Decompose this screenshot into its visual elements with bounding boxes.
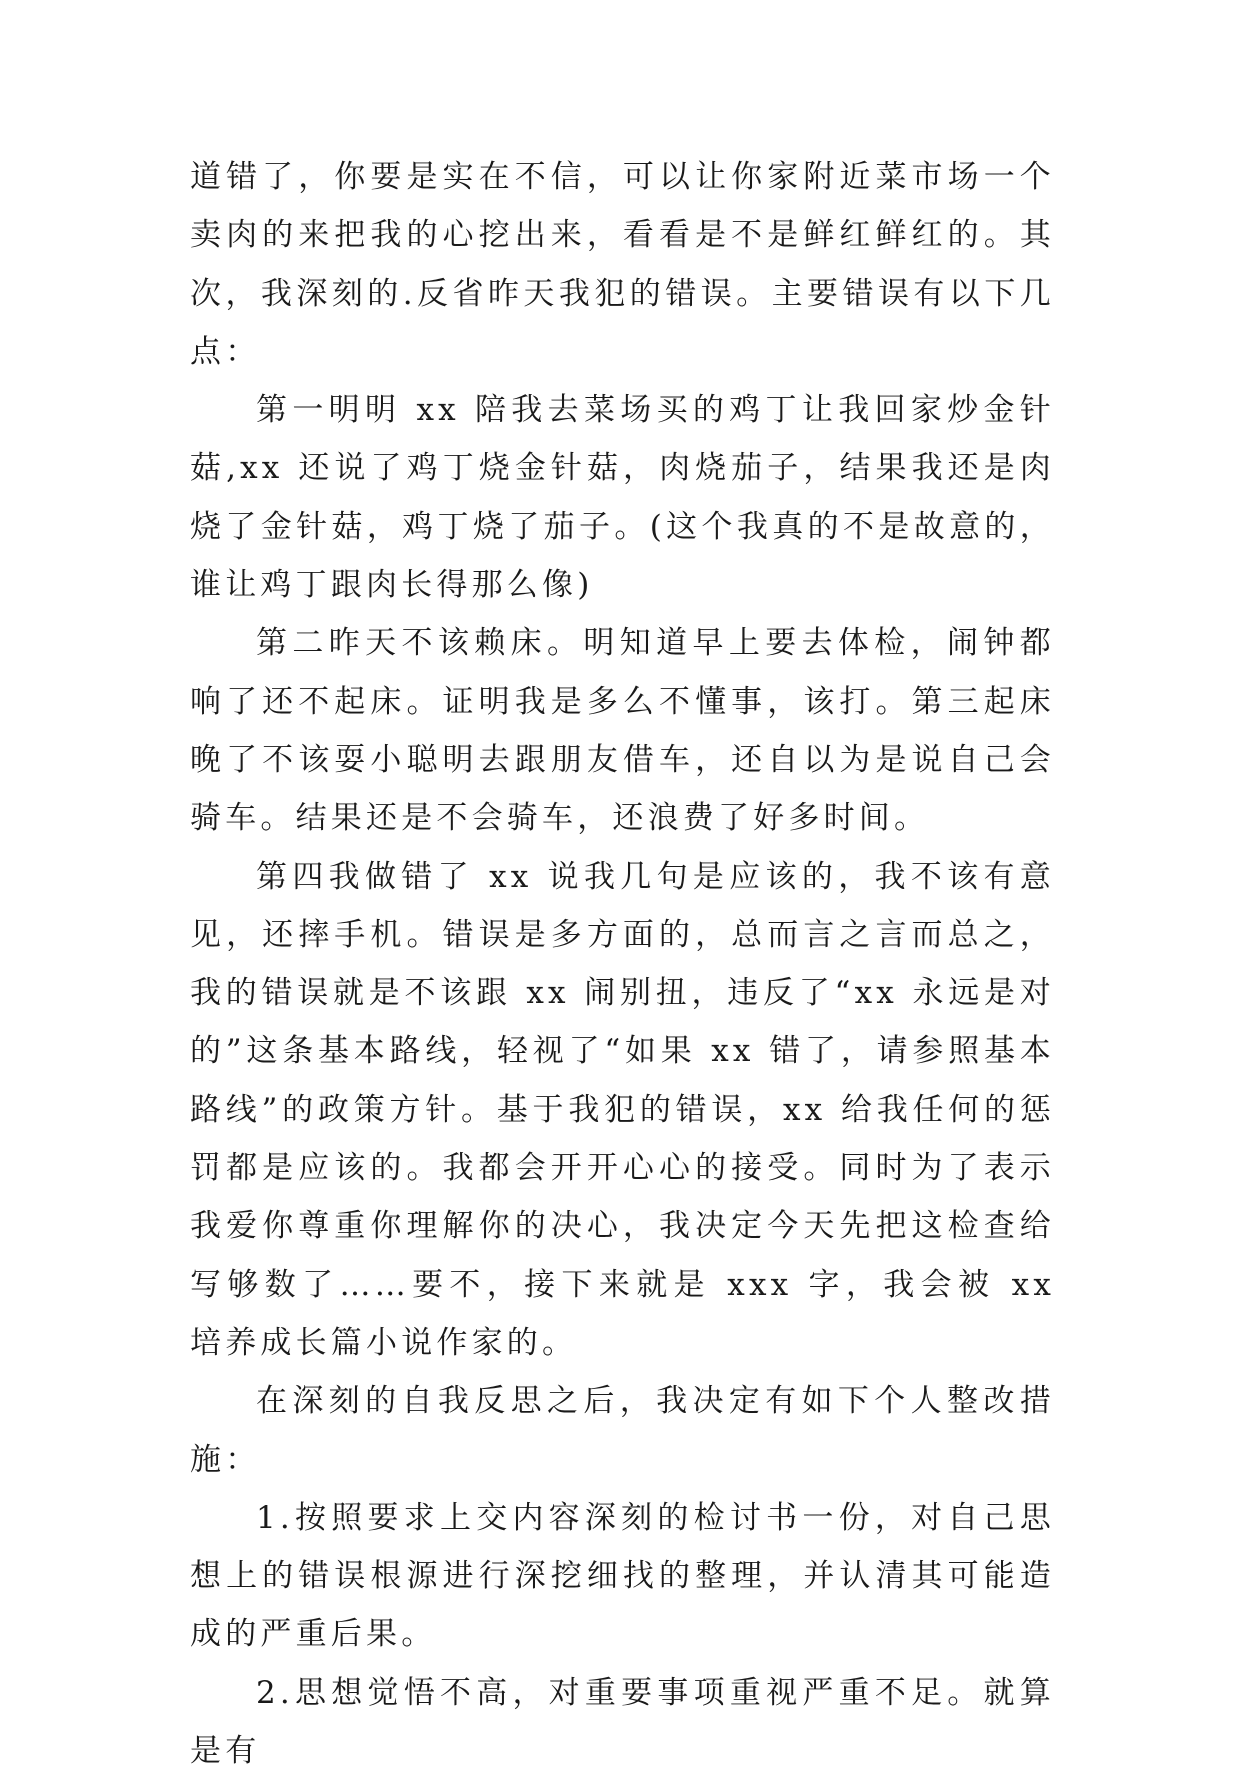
paragraph-measure-one: 1.按照要求上交内容深刻的检讨书一份，对自己思想上的错误根源进行深挖细找的整理，并认清其可能造成的严重后果。 xyxy=(190,1499,1055,1653)
paragraph-mistake-four: 第四我做错了 xx 说我几句是应该的，我不该有意见，还摔手机。错误是多方面的，总而言之言而总之，我的错误就是不该跟 xx 闹别扭，违反了“xx 永远是对的”这条基本路线，轻视了“如果 xx 错了，请参照基本路线”的政策方针。基于我犯的错误，xx 给我任何的惩罚都是应该的。我都会开开心心的接受。同时为了表示我爱你尊重你理解你的决心，我决定今天先把这检查给写够数了……要不，接下来就是 xxx 字，我会被 xx 培养成长篇小说作家的。 xyxy=(190,858,1055,1361)
paragraph-intro: 道错了，你要是实在不信，可以让你家附近菜市场一个卖肉的来把我的心挖出来，看看是不是鲜红鲜红的。其次，我深刻的.反省昨天我犯的错误。主要错误有以下几点： xyxy=(190,159,1055,370)
paragraph-measure-two: 2.思想觉悟不高，对重要事项重视严重不足。就算是有 xyxy=(190,1674,1055,1770)
document-page xyxy=(190,148,1055,1780)
paragraph-mistake-two-three: 第二昨天不该赖床。明知道早上要去体检，闹钟都响了还不起床。证明我是多么不懂事，该打。第三起床晚了不该耍小聪明去跟朋友借车，还自以为是说自己会骑车。结果还是不会骑车，还浪费了好多时间。 xyxy=(190,625,1055,837)
paragraph-rectification-intro: 在深刻的自我反思之后，我决定有如下个人整改措施： xyxy=(190,1383,1055,1478)
paragraph-mistake-one: 第一明明 xx 陪我去菜场买的鸡丁让我回家炒金针菇,xx 还说了鸡丁烧金针菇，肉烧茄子，结果我还是肉烧了金针菇，鸡丁烧了茄子。(这个我真的不是故意的，谁让鸡丁跟肉长得那么像) xyxy=(190,392,1055,604)
